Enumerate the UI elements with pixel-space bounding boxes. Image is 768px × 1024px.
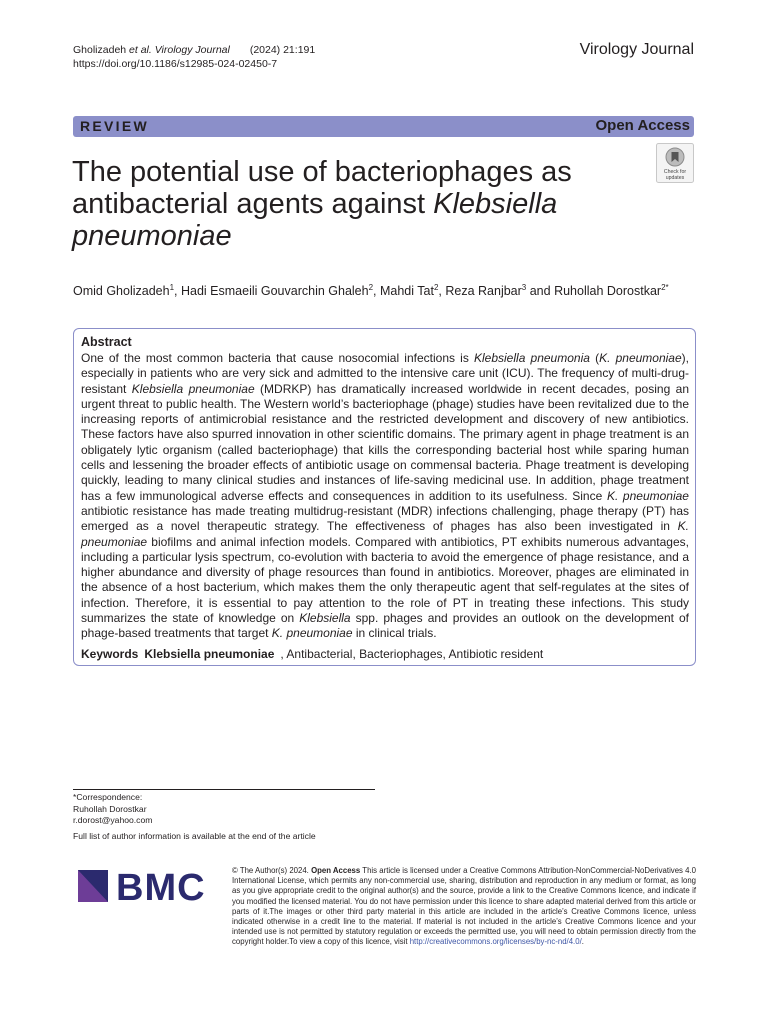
- abstract-text-segment: (MDRKP) has dramatically increased worldwide in recent decades, posing an urgent threat to public health. The Western world’s bacteriophage (phage) studies have been revitalized due to the increasing reports of antimicrobial resistance and the restricted development and discovery of new antibiotics. These factors have also spurred innovation in other scientific domains. The primary agent in phage treatment is an obligately lytic organism (called bacteriophage) that kills the corresponding bacterial host while sparing human cells and lessening the broader effects of antibiotic usage on commensal bacteria. Phage treatment is developing quickly, leading to many clinical studies and instances of life-saving medicinal use. In addition, phage treatment has a few immunological adverse effects and consequences in addition to its usefulness. Since: [81, 381, 690, 503]
- license-text: [232, 866, 696, 948]
- title-line-1: The potential use of bacteriophages as: [72, 156, 572, 188]
- abstract-text-segment: in clinical trials.: [352, 626, 437, 641]
- keyword-primary: Klebsiella pneumoniae: [144, 646, 275, 661]
- author-name: Reza Ranjbar: [445, 284, 522, 299]
- journal-name: Virology Journal: [579, 41, 694, 58]
- author-info-note: Full list of author information is available at the end of the article: [73, 831, 316, 841]
- abstract-text-segment: One of the most common bacteria that cause nosocomial infections is: [81, 351, 474, 365]
- footnote-divider: [73, 789, 375, 790]
- badge-text-line-2: updates: [665, 175, 685, 181]
- title-line-2-text: antibacterial agents against: [72, 188, 434, 220]
- author-affiliation-mark: 1: [169, 283, 175, 292]
- title-line-3-italic: pneumoniae: [72, 220, 232, 252]
- correspondence-name: Ruhollah Dorostkar: [73, 803, 147, 814]
- keywords-label: Keywords: [81, 646, 139, 661]
- correspondence-block: [73, 792, 152, 827]
- abstract-box: [73, 328, 696, 666]
- check-for-updates-badge[interactable]: [656, 143, 694, 183]
- article-type-banner: [73, 116, 694, 137]
- abstract-italic-term: K. pneumoniae: [271, 626, 353, 641]
- author-list: [73, 283, 669, 298]
- citation-year-volume: (2024) 21:191: [249, 44, 316, 56]
- abstract-text-segment: (: [589, 351, 600, 365]
- citation-authors: Gholizadeh: [73, 44, 130, 56]
- abstract-text-segment: antibiotic resistance has made treating multidrug-resistant (MDR) infections challenging, phage therapy (PT) has emerged as a novel therapeutic strategy. The effectiveness of phages has also been investigated in: [81, 503, 689, 534]
- license-open-access: Open Access: [311, 866, 361, 875]
- abstract-italic-term: K. pneumoniae: [606, 488, 689, 503]
- citation-journal: et al. Virology Journal: [129, 44, 230, 56]
- abstract-heading: Abstract: [81, 335, 132, 349]
- article-title: [72, 156, 652, 252]
- bmc-logo-text: BMC: [116, 867, 206, 906]
- author-separator: ,: [174, 284, 181, 299]
- license-link[interactable]: http://creativecommons.org/licenses/by-nc-nd/4.0/: [409, 937, 582, 947]
- abstract-text-segment: biofilms and animal infection models. Compared with antibiotics, PT exhibits numerous advantages, including a particular lysis spectrum, co-evolution with bacteria to avoid the emergence of phage resistance, and a higher abundance and diversity of phage resources than found in antibiotics. Moreover, phages are eliminated in the absence of a host bacterium, which makes them the only therapeutic agent that self-regulates at the sites of infection. Therefore, it is essential to pay attention to the role of PT in treating these infections. This study summarizes the state of knowledge on: [81, 534, 689, 626]
- keywords-rest: , Antibacterial, Bacteriophages, Antibiotic resident: [280, 646, 544, 661]
- author-name: Ruhollah Dorostkar: [554, 284, 662, 299]
- abstract-italic-term: Klebsiella pneumonia: [474, 351, 590, 365]
- author-affiliation-mark: 2: [368, 283, 374, 292]
- title-line-2: [72, 188, 652, 220]
- author-name: Mahdi Tat: [379, 284, 434, 299]
- badge-text-line-1: Check for: [663, 169, 687, 175]
- author-name: Omid Gholizadeh: [73, 284, 170, 299]
- author-affiliation-mark: 2*: [661, 283, 669, 292]
- abstract-body: [81, 351, 689, 642]
- correspondence-label: *Correspondence:: [73, 792, 143, 802]
- citation-header: [73, 43, 315, 71]
- author-affiliation-mark: 3: [521, 283, 527, 292]
- keywords-line: [81, 647, 689, 662]
- doi-link[interactable]: https://doi.org/10.1186/s12985-024-02450-7: [73, 58, 278, 70]
- author-name: Hadi Esmaeili Gouvarchin Ghaleh: [180, 284, 369, 299]
- abstract-italic-term: Klebsiella pneumoniae: [131, 381, 255, 396]
- license-copyright: © The Author(s) 2024.: [232, 866, 312, 875]
- license-body: This article is licensed under a Creative Commons Attribution-NonCommercial-NoDerivatives 4.0 International License, which permits any non-commercial use, sharing, distribution and reproduction in any medium or format, as long as you give appropriate credit to the original author(s) and the source, provide a link to the Creative Commons licence, and indicate if you modified the licensed material. You do not have permission under this licence to share adapted material derived from this article or parts of it.The images or other third party material in this article are included in the article’s Creative Commons licence, unless indicated otherwise in a credit line to the material. If material is not included in the article’s Creative Commons licence and your intended use is not permitted by statutory regulation or exceeds the permitted use, you will need to obtain permission directly from the copyright holder.To view a copy of this licence, visit: [232, 866, 696, 947]
- bmc-logo: [78, 866, 218, 906]
- abstract-italic-term: Klebsiella: [299, 611, 351, 626]
- abstract-text-segment: ), especially in patients who are very sick and admitted to the intensive care unit (ICU). The frequency of multi-drug-resistant: [81, 351, 689, 396]
- author-separator: ,: [438, 284, 446, 299]
- title-line-2-italic: Klebsiella: [433, 188, 558, 220]
- license-end: .: [581, 937, 584, 947]
- author-affiliation-mark: 2: [433, 283, 439, 292]
- title-line-3: [72, 220, 652, 252]
- abstract-text-segment: spp. phages and provides an outlook on the development of phage-based treatments that target: [81, 611, 690, 641]
- open-access-label: Open Access: [595, 117, 690, 134]
- correspondence-email[interactable]: r.dorost@yahoo.com: [73, 815, 153, 825]
- author-separator: and: [526, 284, 555, 299]
- abstract-italic-term: K. pneumoniae: [599, 351, 682, 365]
- abstract-italic-term: K. pneumoniae: [81, 519, 689, 549]
- article-type-label: REVIEW: [80, 118, 150, 134]
- author-separator: ,: [373, 284, 380, 299]
